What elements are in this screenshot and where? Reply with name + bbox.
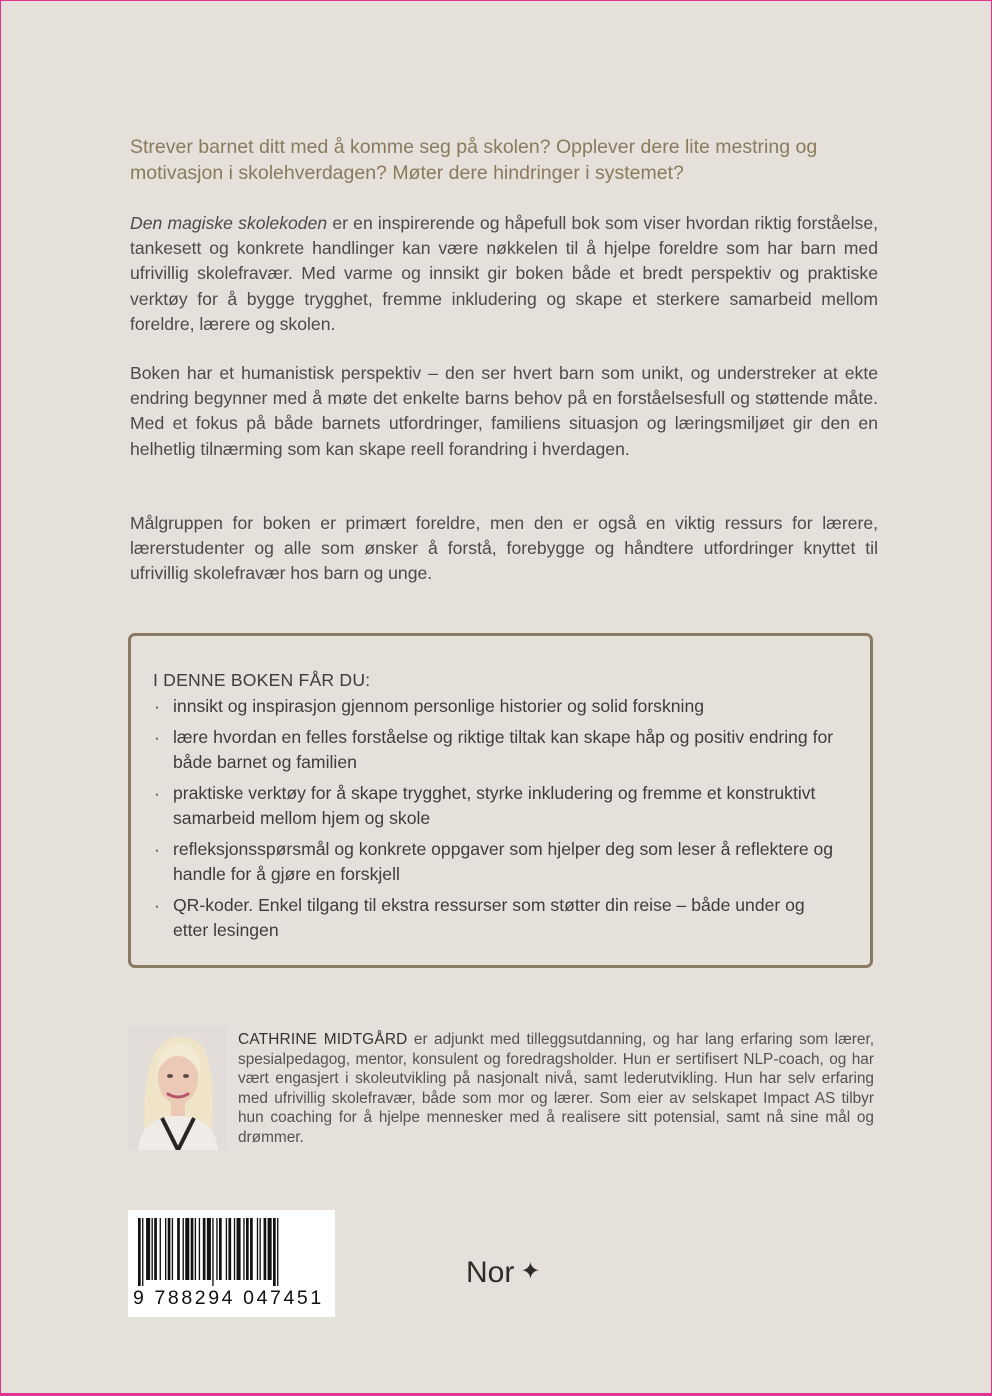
teaser-question: Strever barnet ditt med å komme seg på skolen? Opplever dere lite mestring og motivasjon i skolehverdagen? Møter dere hindringer i systemet? — [130, 136, 818, 184]
benefit-item — [151, 893, 841, 943]
isbn-number: 9 788294 047451 — [133, 1287, 324, 1309]
benefit-text: lære hvordan en felles forståelse og riktige tiltak kan skape håp og positiv endring for både barnet og familien — [173, 727, 834, 772]
barcode-bar — [195, 1218, 196, 1280]
benefit-item — [151, 725, 841, 775]
benefit-text: refleksjonsspørsmål og konkrete oppgaver som hjelper deg som leser å reflektere og handle for å gjøre en forskjell — [173, 839, 834, 884]
barcode-bar — [154, 1218, 157, 1280]
author-photo — [128, 1026, 227, 1150]
barcode-bar — [160, 1218, 161, 1280]
benefit-item — [151, 837, 841, 887]
star-icon: ✦ — [520, 1258, 541, 1285]
barcode-bar — [237, 1218, 241, 1280]
isbn-barcode — [128, 1210, 335, 1317]
intro-text: er en inspirerende og håpefull bok som viser hvordan riktig forståelse, tankesett og konkrete handlinger kan være nøkkelen til å hjelpe foreldre som har barn med ufrivillig skolefravær. Med varme og innsikt gir boken både et bredt perspektiv og praktiske verktøy for å bygge trygghet, fremme inkludering og skape et sterkere samarbeid mellom foreldre, lærere og skolen. — [130, 213, 878, 334]
bullet-icon: · — [154, 728, 160, 747]
barcode-bar — [260, 1218, 261, 1280]
barcode-bar — [183, 1218, 184, 1280]
bullet-icon: · — [154, 784, 160, 803]
publisher-name: Nor — [466, 1256, 515, 1289]
barcode-bar — [212, 1218, 213, 1286]
barcode-bar — [207, 1218, 211, 1280]
bullet-icon: · — [154, 896, 160, 915]
book-title: Den magiske skolekoden — [130, 213, 328, 233]
barcode-bar — [203, 1218, 206, 1280]
barcode-bar — [268, 1218, 272, 1280]
barcode-bar — [228, 1218, 231, 1280]
barcode-bar — [250, 1218, 253, 1280]
barcode-bar — [165, 1218, 166, 1280]
author-name: CATHRINE MIDTGÅRD — [238, 1031, 408, 1048]
barcode-bar — [257, 1218, 258, 1280]
bullet-icon: · — [154, 840, 160, 859]
barcode-bar — [226, 1218, 227, 1280]
perspective-paragraph: Boken har et humanistisk perspektiv – den ser hvert barn som unikt, og understreker at ekte endring begynner med å møte det enkelte barns behov på en forståelsesfull og støttende måte. Med et fokus på både barnets utfordringer, familiens situasjon og læringsmiljøet gir den en helhetlig tilnærming som kan skape reell forandring i hverdagen. — [130, 363, 878, 459]
barcode-bar — [177, 1218, 180, 1280]
barcode-bar — [152, 1218, 153, 1280]
benefit-text: praktiske verktøy for å skape trygghet, styrke inkludering og fremme et konstruktivt samarbeid mellom hjem og skole — [173, 783, 816, 828]
barcode-bar — [246, 1218, 249, 1280]
barcode-bar — [146, 1218, 150, 1280]
barcode-bar — [172, 1218, 173, 1280]
barcode-bar — [216, 1218, 217, 1280]
barcode-bar — [168, 1218, 171, 1280]
barcode-bar — [199, 1218, 200, 1280]
barcode-bar — [273, 1218, 276, 1286]
publisher-logo — [466, 1256, 540, 1290]
target-group-paragraph: Målgruppen for boken er primært foreldre, men den er også en viktig ressurs for lærere, lærerstudenter og alle som ønsker å forstå, forebygge og håndtere utfordringer knyttet til ufrivillig skolefravær hos barn og unge. — [130, 513, 878, 584]
benefits-title: I DENNE BOKEN FÅR DU: — [153, 670, 371, 690]
barcode-bar — [234, 1218, 235, 1280]
benefit-text: QR-koder. Enkel tilgang til ekstra ressurser som støtter din reise – både under og etter lesingen — [173, 895, 805, 940]
barcode-bars-icon — [138, 1218, 326, 1286]
author-bio — [238, 1030, 874, 1148]
barcode-bar — [142, 1218, 143, 1286]
barcode-bar — [277, 1218, 278, 1286]
barcode-bar — [219, 1218, 222, 1280]
benefit-item — [151, 781, 841, 831]
author-portrait-icon — [128, 1026, 227, 1150]
barcode-bar — [191, 1218, 194, 1280]
benefit-text: innsikt og inspirasjon gjennom personlige historier og solid forskning — [173, 696, 705, 716]
barcode-bar — [264, 1218, 267, 1280]
benefits-box — [128, 633, 873, 968]
barcode-bar — [138, 1218, 141, 1286]
barcode-bar — [185, 1218, 189, 1280]
benefits-list — [151, 694, 841, 949]
bullet-icon: · — [154, 697, 160, 716]
benefit-item — [151, 694, 841, 719]
author-bio-text: er adjunkt med tilleggsutdanning, og har lang erfaring som lærer, spesialpedagog, mentor, konsulent og foredragsholder. Hun er sertifisert NLP-coach, og har vært engasjert i skoleutvikling på nasjonalt nivå, samt lederutvikling. Hun har selv erfaring med ufrivillig skolefravær, både som mor og lærer. Som eier av selskapet Impact AS tilbyr hun coaching for å hjelpe mennesker med å realisere sitt potensial, samt nå sine mål og drømmer. — [238, 1031, 874, 1146]
intro-paragraph — [130, 211, 878, 337]
barcode-bar — [243, 1218, 244, 1280]
